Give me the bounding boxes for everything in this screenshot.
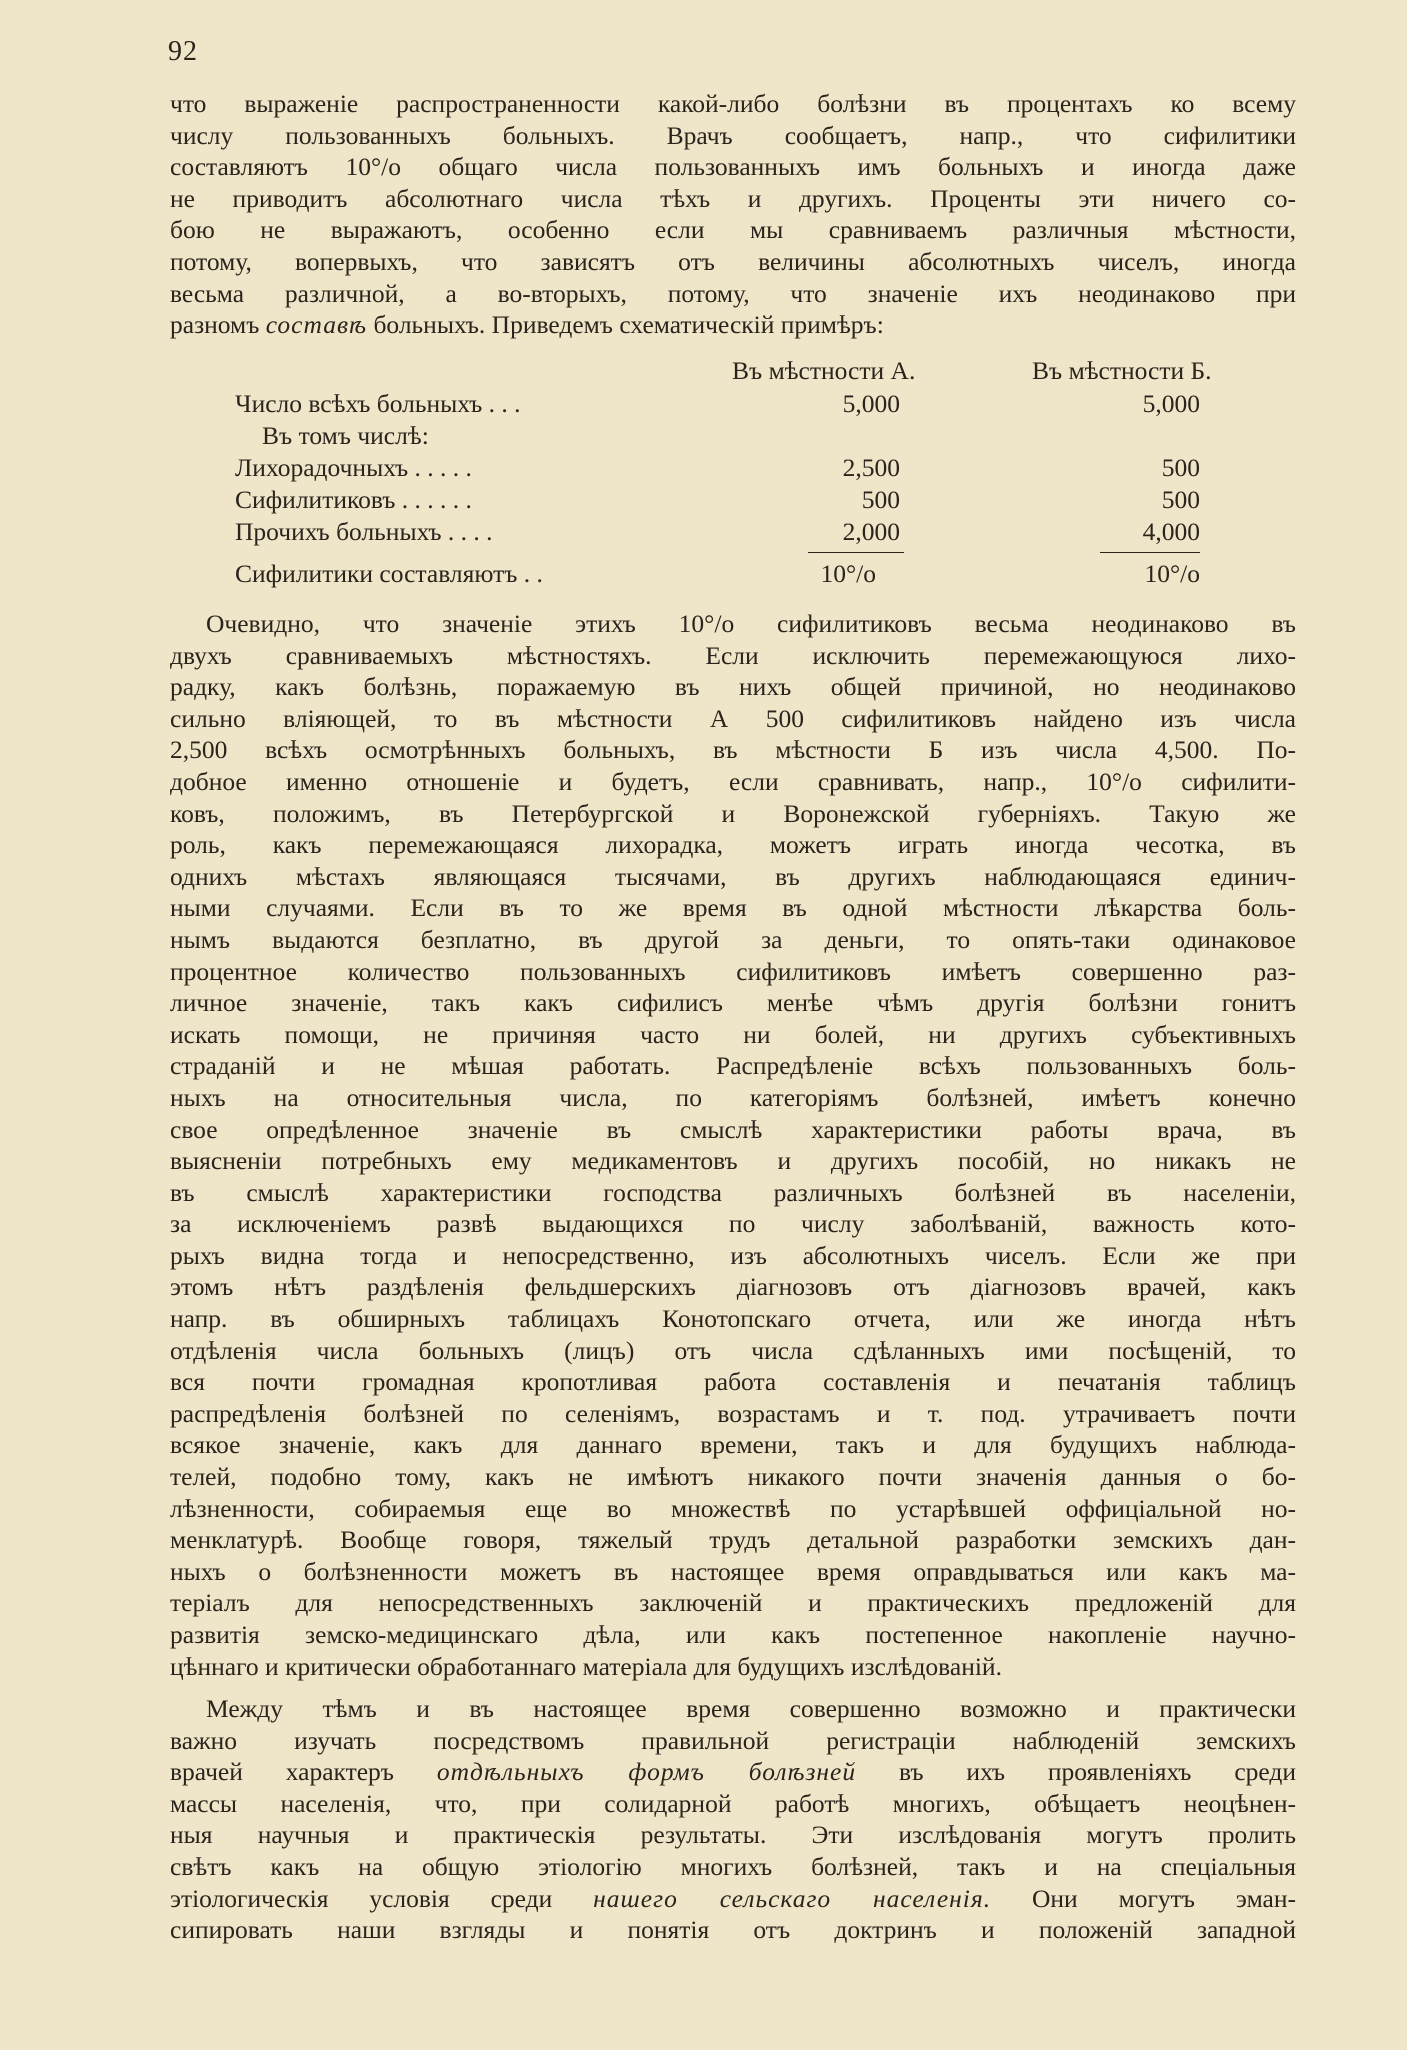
paragraph-3 (170, 1693, 1296, 1946)
page-number: 92 (168, 36, 198, 67)
text-line: личное значеніе, такъ какъ сифилисъ менѣе чѣмъ другія болѣзни гонитъ (170, 988, 1296, 1018)
text-run: больныхъ. Приведемъ схематическій примѣръ: (367, 310, 884, 340)
text-line: искать помощи, не причиняя часто ни болей, ни другихъ субъективныхъ (170, 1019, 1296, 1049)
column-header-b: Въ мѣстности Б. (1032, 356, 1212, 385)
text-line: ными случаями. Если въ то же время въ одной мѣстности лѣкарства боль- (170, 893, 1296, 923)
emphasis-text: нашего сельскаго населенія. (593, 1883, 992, 1913)
text-line (170, 1756, 1296, 1788)
text-line: не приводитъ абсолютнаго числа тѣхъ и другихъ. Проценты эти ничего со- (170, 183, 1296, 213)
comparison-table (0, 356, 1407, 596)
text-line: вся почти громадная кропотливая работа составленія и печатанія таблицъ (170, 1367, 1296, 1397)
text-line: распредѣленія болѣзней по селеніямъ, возрастамъ и т. под. утрачиваетъ почти (170, 1398, 1296, 1428)
text-line: ныя научныя и практическія результаты. Эти изслѣдованія могутъ пролить (170, 1820, 1296, 1850)
sum-rule-b (1100, 552, 1200, 553)
text-line: въ смыслѣ характеристики господства различныхъ болѣзней въ населеніи, (170, 1177, 1296, 1207)
text-line: важно изучать посредствомъ правильной регистраціи наблюденій земскихъ (170, 1725, 1296, 1755)
text-line: свѣтъ какъ на общую этіологію многихъ болѣзней, такъ и на спеціальныя (170, 1851, 1296, 1881)
text-run: Они могутъ эман- (991, 1883, 1296, 1913)
text-line: бою не выражаютъ, особенно если мы сравниваемъ различныя мѣстности, (170, 215, 1296, 245)
text-line: массы населенія, что, при солидарной работѣ многихъ, обѣщаетъ неоцѣнен- (170, 1788, 1296, 1818)
text-line: ныхъ о болѣзненности можетъ въ настоящее время оправдываться или какъ ма- (170, 1556, 1296, 1586)
sum-rule-a (808, 552, 904, 553)
text-line: составляютъ 10°/о общаго числа пользованныхъ имъ больныхъ и иногда даже (170, 152, 1296, 182)
row-label: Сифилитиковъ . . . . . . (235, 485, 472, 514)
text-run: въ ихъ проявленіяхъ среди (856, 1757, 1296, 1787)
total-label: Сифилитики составляютъ . . (235, 559, 543, 588)
text-line: телей, подобно тому, какъ не имѣютъ никакого почти значенія данныя о бо- (170, 1462, 1296, 1492)
text-line: весьма различной, а во-вторыхъ, потому, что значеніе ихъ неодинаково при (170, 278, 1296, 308)
text-line: двухъ сравниваемыхъ мѣстностяхъ. Если исключить перемежающуюся лихо- (170, 640, 1296, 670)
cell-value-a: 5,000 (842, 389, 900, 418)
text-line: менклатурѣ. Вообще говоря, тяжелый трудъ детальной разработки земскихъ дан- (170, 1525, 1296, 1555)
text-line: 2,500 всѣхъ осмотрѣнныхъ больныхъ, въ мѣстности Б изъ числа 4,500. По- (170, 735, 1296, 765)
text-line: роль, какъ перемежающаяся лихорадка, можетъ играть иногда чесотка, въ (170, 830, 1296, 860)
text-line: ковъ, положимъ, въ Петербургской и Воронежской губерніяхъ. Такую же (170, 798, 1296, 828)
text-line: напр. въ обширныхъ таблицахъ Конотопскаго отчета, или же иногда нѣтъ (170, 1304, 1296, 1334)
row-label: Прочихъ больныхъ . . . . (235, 517, 493, 546)
text-line: за исключеніемъ развѣ выдающихся по числу заболѣваній, важность кото- (170, 1209, 1296, 1239)
cell-value-a: 2,500 (842, 453, 900, 482)
text-line: нымъ выдаются безплатно, въ другой за деньги, то опять-таки одинаковое (170, 924, 1296, 954)
column-header-a: Въ мѣстности А. (732, 356, 916, 385)
cell-value-b: 500 (1161, 453, 1200, 482)
text-line: свое опредѣленное значеніе въ смыслѣ характеристики работы врача, въ (170, 1114, 1296, 1144)
text-line: что выраженіе распространенности какой-либо болѣзни въ процентахъ ко всему (170, 89, 1296, 118)
text-run: этіологическія условія среди (170, 1883, 594, 1913)
row-label: Число всѣхъ больныхъ . . . (235, 389, 521, 418)
text-line: этомъ нѣтъ раздѣленія фельдшерскихъ діагнозовъ отъ діагнозовъ врачей, какъ (170, 1272, 1296, 1302)
text-run: разномъ (170, 310, 266, 340)
text-line: процентное количество пользованныхъ сифилитиковъ имѣетъ совершенно раз- (170, 956, 1296, 986)
text-line: цѣннаго и критически обработаннаго матеріала для будущихъ изслѣдованій. (170, 1651, 1002, 1681)
text-line: числу пользованныхъ больныхъ. Врачъ сообщаетъ, напр., что сифилитики (170, 120, 1296, 150)
text-run: врачей характеръ (170, 1757, 437, 1787)
row-label: Въ томъ числѣ: (262, 421, 429, 450)
text-line: однихъ мѣстахъ являющаяся тысячами, въ другихъ наблюдающаяся единич- (170, 861, 1296, 891)
text-line (170, 309, 1296, 341)
emphasis-text: отдѣльныхъ формъ болѣзней (436, 1757, 857, 1787)
text-line: выясненіи потребныхъ ему медикаментовъ и другихъ пособій, но никакъ не (170, 1146, 1296, 1176)
text-line: сильно вліяющей, то въ мѣстности А 500 сифилитиковъ найдено изъ числа (170, 703, 1296, 733)
paragraph-1 (170, 88, 1296, 341)
text-line: рыхъ видна тогда и непосредственно, изъ абсолютныхъ чиселъ. Если же при (170, 1240, 1296, 1270)
cell-value-a: 2,000 (842, 517, 900, 546)
cell-value-a: 500 (861, 485, 900, 514)
text-line: страданій и не мѣшая работать. Распредѣленіе всѣхъ пользованныхъ боль- (170, 1051, 1296, 1081)
emphasis-text: составѣ (265, 310, 368, 340)
text-line: развитія земско-медицинскаго дѣла, или какъ постепенное накопленіе научно- (170, 1620, 1296, 1649)
text-line (170, 1883, 1296, 1915)
total-value-b: 10°/о (1144, 559, 1200, 588)
text-line: потому, вопервыхъ, что зависятъ отъ величины абсолютныхъ чиселъ, иногда (170, 246, 1296, 276)
cell-value-b: 5,000 (1142, 389, 1200, 418)
text-line: всякое значеніе, какъ для даннаго времени, такъ и для будущихъ наблюда- (170, 1430, 1296, 1460)
text-line: Очевидно, что значеніе этихъ 10°/о сифилитиковъ весьма неодинаково въ (206, 609, 1296, 638)
row-label: Лихорадочныхъ . . . . . (235, 453, 472, 482)
text-line: теріалъ для непосредственныхъ заключеній и практическихъ предложеній для (170, 1588, 1296, 1618)
text-line: лѣзненности, собираемыя еще во множествѣ по устарѣвшей оффиціальной но- (170, 1493, 1296, 1523)
paragraph-2 (170, 608, 1296, 1682)
total-value-a: 10°/о (820, 559, 876, 588)
cell-value-b: 500 (1161, 485, 1200, 514)
text-line: отдѣленія числа больныхъ (лицъ) отъ числа сдѣланныхъ ими посѣщеній, то (170, 1335, 1296, 1365)
text-line: радку, какъ болѣзнь, поражаемую въ нихъ общей причиной, но неодинаково (170, 672, 1296, 702)
text-line: Между тѣмъ и въ настоящее время совершенно возможно и практически (206, 1694, 1296, 1723)
text-line: ныхъ на относительныя числа, по категоріямъ болѣзней, имѣетъ конечно (170, 1082, 1296, 1112)
text-line: сипировать наши взгляды и понятія отъ доктринъ и положеній западной (170, 1915, 1296, 1945)
cell-value-b: 4,000 (1142, 517, 1200, 546)
text-line: добное именно отношеніе и будетъ, если сравнивать, напр., 10°/о сифилити- (170, 766, 1296, 796)
